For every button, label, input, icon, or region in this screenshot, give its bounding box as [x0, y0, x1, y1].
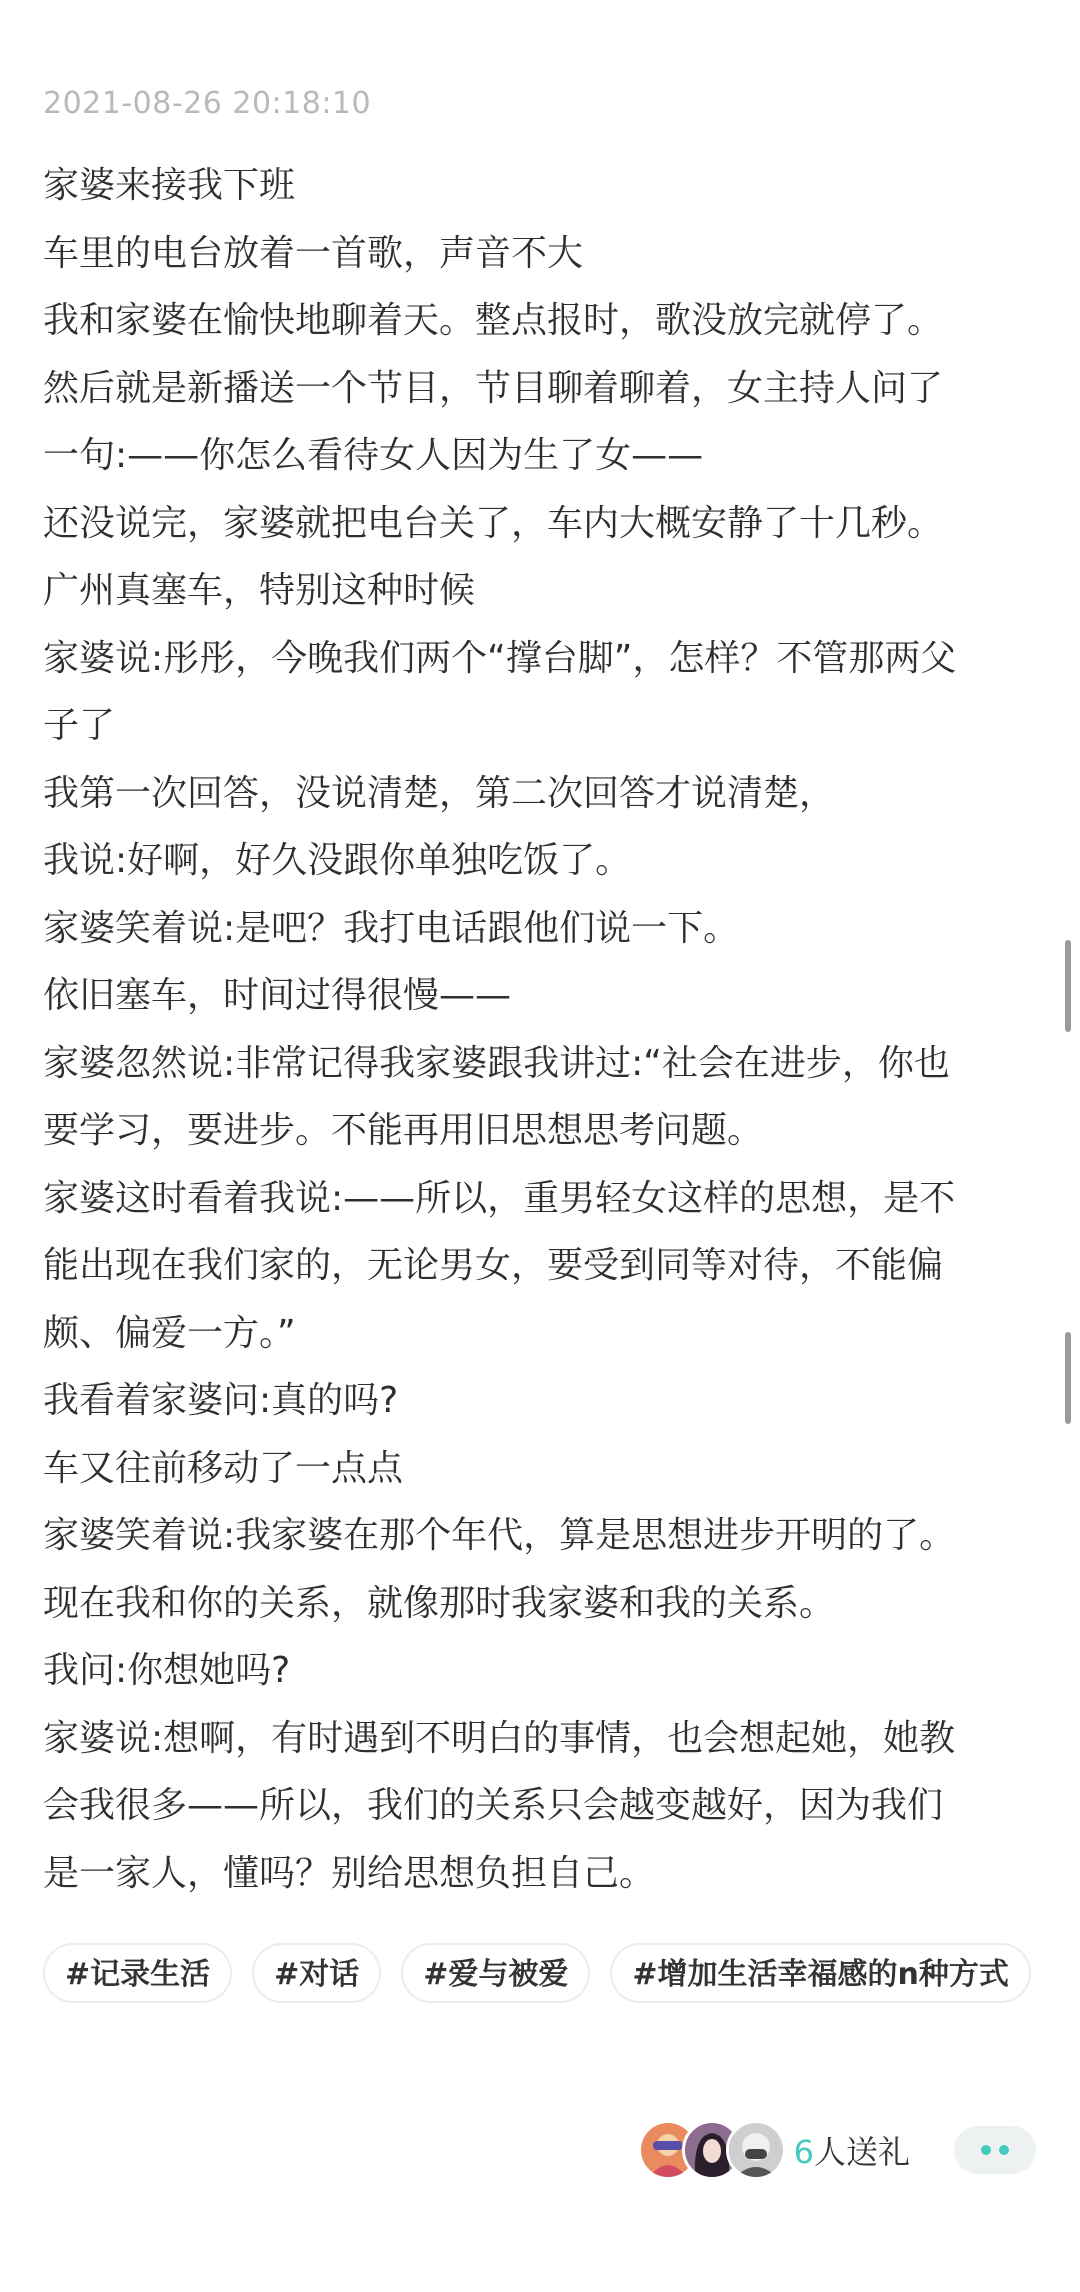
post-timestamp: 2021-08-26 20:18:10: [43, 86, 372, 121]
post-line: 家婆说:彤彤，今晚我们两个“撑台脚”，怎样？不管那两父: [43, 637, 957, 679]
post-line: 家婆笑着说:我家婆在那个年代，算是思想进步开明的了。: [43, 1515, 956, 1556]
more-dots-icon: [999, 2145, 1009, 2155]
post-line: 我看着家婆问:真的吗?: [43, 1380, 399, 1421]
post-line: 现在我和你的关系，就像那时我家婆和我的关系。: [43, 1582, 836, 1624]
post-line: 家婆说:想啊，有时遇到不明白的事情，也会想起她，她教: [43, 1717, 956, 1759]
post-line: 家婆来接我下班: [43, 165, 296, 206]
post-line: 我说:好啊，好久没跟你单独吃饭了。: [43, 840, 632, 881]
more-button[interactable]: [954, 2126, 1036, 2174]
post-line: 家婆这时看着我说:——所以，重男轻女这样的思想，是不: [43, 1177, 956, 1219]
avatar[interactable]: [726, 2120, 786, 2180]
gift-suffix: 人送礼: [813, 2133, 910, 2171]
post-line: 我问:你想她吗?: [43, 1650, 291, 1691]
topic-tag[interactable]: #增加生活幸福感的n种方式: [610, 1943, 1031, 2003]
post-line: 依旧塞车，时间过得很慢——: [43, 975, 512, 1016]
post-line: 颇、偏爱一方。”: [43, 1312, 296, 1354]
more-dots-icon: [981, 2145, 991, 2155]
post-line: 要学习，要进步。不能再用旧思想思考问题。: [43, 1110, 764, 1151]
post-line: 家婆忽然说:非常记得我家婆跟我讲过:“社会在进步，你也: [43, 1042, 950, 1084]
gift-count-label: [794, 2127, 910, 2173]
post-line: 会我很多——所以，我们的关系只会越变越好，因为我们: [43, 1785, 944, 1826]
post-line: 能出现在我们家的，无论男女，要受到同等对待，不能偏: [43, 1245, 944, 1286]
scrollbar-thumb[interactable]: [1065, 940, 1071, 1032]
post-content: [43, 152, 1043, 1907]
tag-list: [43, 1943, 1043, 2003]
post-line: 是一家人，懂吗？别给思想负担自己。: [43, 1852, 656, 1894]
post-line: 然后就是新播送一个节目，节目聊着聊着，女主持人问了: [43, 367, 944, 409]
topic-tag[interactable]: #记录生活: [43, 1943, 232, 2003]
gift-avatars[interactable]: [638, 2120, 786, 2180]
post-line: 车里的电台放着一首歌，声音不大: [43, 232, 584, 274]
scrollbar-thumb[interactable]: [1065, 1332, 1071, 1424]
post-line: 一句:——你怎么看待女人因为生了女——: [43, 435, 704, 476]
gift-count: 6: [793, 2133, 814, 2171]
gift-row[interactable]: [638, 2120, 1036, 2180]
topic-tag[interactable]: #爱与被爱: [401, 1943, 590, 2003]
post-line: 广州真塞车，特别这种时候: [43, 570, 476, 611]
post-line: 车又往前移动了一点点: [43, 1447, 404, 1489]
post-line: 家婆笑着说:是吧？我打电话跟他们说一下。: [43, 907, 740, 949]
post-line: 子了: [43, 705, 116, 746]
post-line: 我第一次回答，没说清楚，第二次回答才说清楚，: [43, 772, 836, 814]
post-line: 还没说完，家婆就把电台关了，车内大概安静了十几秒。: [43, 502, 944, 544]
topic-tag[interactable]: #对话: [252, 1943, 381, 2003]
post-line: 我和家婆在愉快地聊着天。整点报时，歌没放完就停了。: [43, 300, 944, 341]
